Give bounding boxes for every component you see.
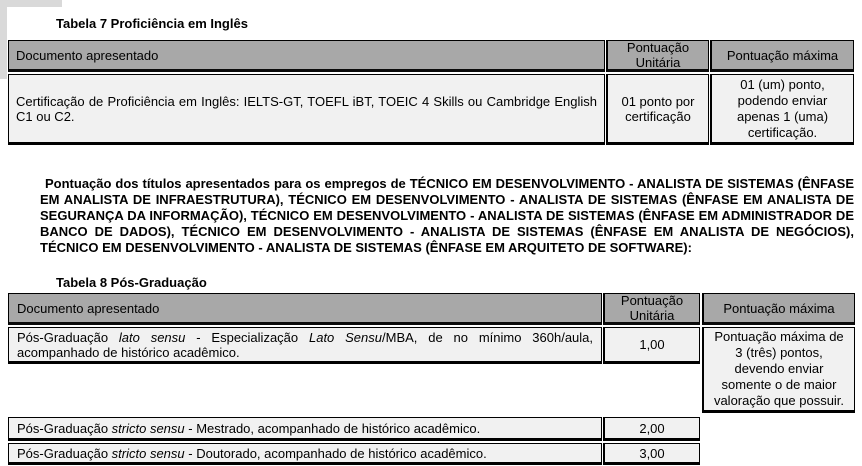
table7-header-pontuacao-unitaria-label: Pontuação Unitária bbox=[626, 40, 690, 70]
intro-paragraph: Pontuação dos títulos apresentados para os empregos de TÉCNICO EM DESENVOLVIMENTO - ANALISTA DE SISTEMAS (ÊNFASE EM ANALISTA DE INFRAESTRUTURA), TÉCNICO EM DESENVOLVIMENTO - ANALISTA DE SISTEMAS (ÊNFASE EM ANALISTA DE SEGURANÇA DA INFORMAÇÃO), TÉCNICO EM DESENVOLVIMENTO - ANALISTA DE SISTEMAS (ÊNFASE EM ADMINISTRADOR DE BANCO DE DADOS), TÉCNICO EM DESENVOLVIMENTO - ANALISTA DE SISTEMAS (ÊNFASE EM ANALISTA DE NEGÓCIOS), TÉCNICO EM DESENVOLVIMENTO - ANALISTA DE SISTEMAS (ÊNFASE EM ARQUITETO DE SOFTWARE): bbox=[40, 176, 854, 255]
table7-header-documento-label: Documento apresentado bbox=[16, 47, 159, 63]
table7-document-text: Certificação de Proficiência em Inglês: IELTS-GT, TOEFL iBT, TOEIC 4 Skills ou Cambridge English C1 ou C2. bbox=[16, 93, 597, 124]
table7-title: Tabela 7 Proficiência em Inglês bbox=[56, 16, 248, 31]
table8-row-mestrado bbox=[8, 417, 855, 441]
table8-row-doutorado bbox=[8, 443, 855, 465]
table7-max-score-text: 01 (um) ponto, podendo enviar apenas 1 (uma) certificação. bbox=[736, 76, 829, 140]
table7-header-pontuacao-maxima bbox=[710, 40, 854, 72]
table7-max-score-cell bbox=[710, 74, 854, 145]
table8-header-pontuacao-unitaria-label: Pontuação Unitária bbox=[620, 293, 684, 323]
page-edge-top bbox=[0, 0, 62, 7]
table7-unit-score-cell bbox=[606, 74, 709, 145]
table8-doutorado-unit-score-text: 3,00 bbox=[639, 445, 665, 461]
table8-mestrado-unit-score-text: 2,00 bbox=[639, 420, 665, 436]
table8-lato-sensu-unit-score-text: 1,00 bbox=[639, 337, 665, 352]
table8-mestrado-document-text: Pós-Graduação stricto sensu - Mestrado, acompanhado de histórico acadêmico. bbox=[17, 420, 481, 436]
table7-proficiencia-ingles bbox=[8, 40, 854, 145]
table8-doutorado-document-cell bbox=[8, 443, 602, 465]
table8-title: Tabela 8 Pós-Graduação bbox=[56, 275, 207, 290]
table8-pos-graduacao bbox=[8, 293, 855, 465]
table8-mestrado-unit-score-cell bbox=[603, 417, 700, 441]
table8-doutorado-unit-score-cell bbox=[603, 443, 700, 465]
table8-lato-sensu-unit-score-cell bbox=[603, 327, 700, 364]
page-edge-left bbox=[0, 0, 7, 79]
table7-data-row bbox=[8, 74, 854, 145]
table8-lato-sensu-document-text: Pós-Graduação lato sensu - Especialização Lato Sensu/MBA, de no mínimo 360h/aula, acompanhado de histórico acadêmico. bbox=[17, 329, 594, 360]
table8-header-row bbox=[8, 293, 855, 325]
table8-max-score-cell bbox=[702, 327, 855, 413]
table7-header-documento bbox=[8, 40, 605, 72]
table7-header-pontuacao-maxima-label: Pontuação máxima bbox=[726, 47, 839, 63]
table8-lato-sensu-document-cell bbox=[8, 327, 602, 364]
table8-doutorado-document-text: Pós-Graduação stricto sensu - Doutorado, acompanhado de histórico acadêmico. bbox=[17, 445, 487, 461]
table8-header-pontuacao-maxima-label: Pontuação máxima bbox=[723, 300, 835, 316]
table7-unit-score-text: 01 ponto por certificação bbox=[621, 93, 695, 124]
table7-header-row bbox=[8, 40, 854, 72]
table8-mestrado-document-cell bbox=[8, 417, 602, 441]
table7-document-cell bbox=[8, 74, 605, 145]
table8-header-pontuacao-unitaria bbox=[603, 293, 700, 325]
table8-max-score-text: Pontuação máxima de 3 (três) pontos, devendo enviar somente o de maior valoração que possuir. bbox=[713, 329, 845, 408]
table8-header-documento-label: Documento apresentado bbox=[17, 300, 160, 316]
table7-header-pontuacao-unitaria bbox=[606, 40, 709, 72]
table8-header-documento bbox=[8, 293, 602, 325]
table8-header-pontuacao-maxima bbox=[702, 293, 855, 325]
